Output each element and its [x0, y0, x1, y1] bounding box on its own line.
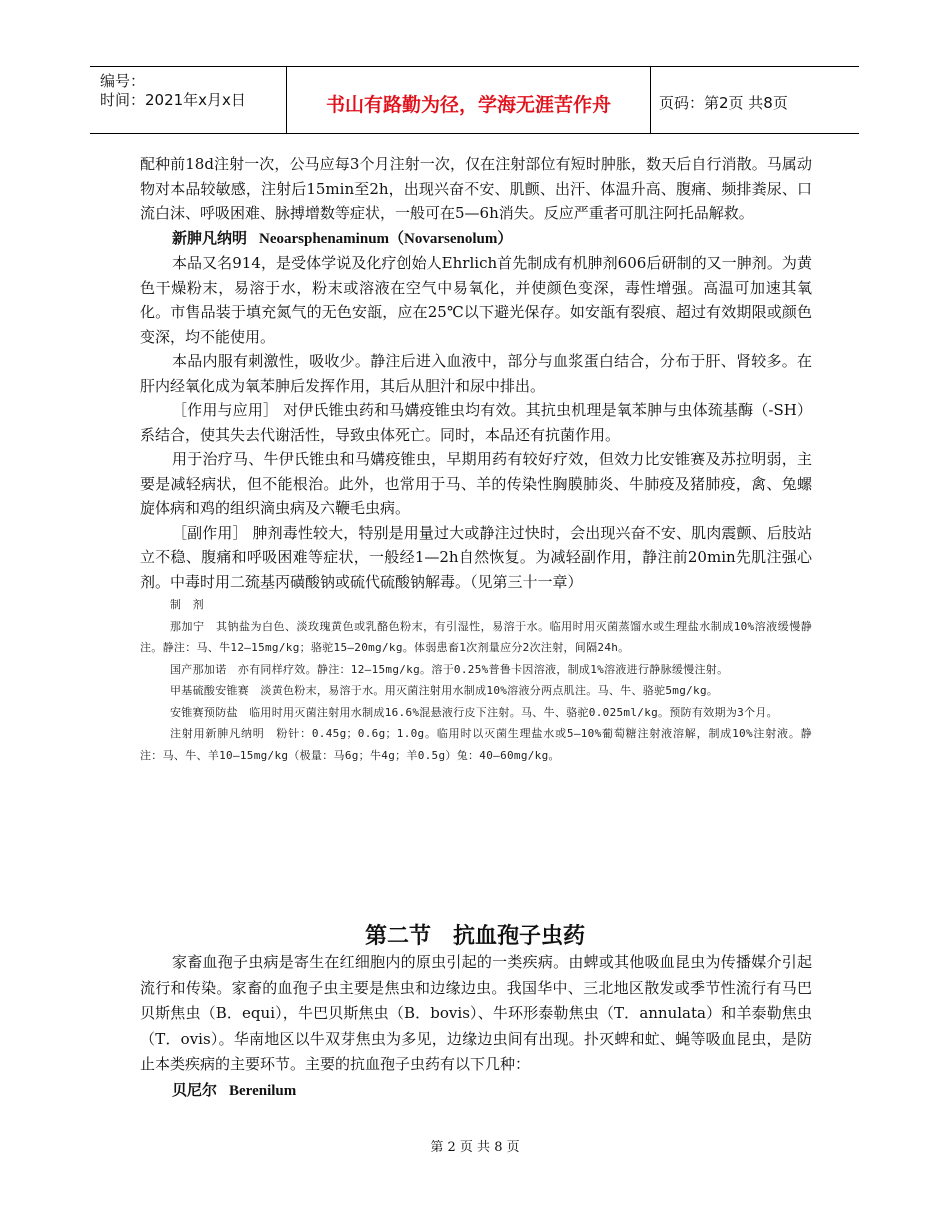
preparation-item: 甲基硫酸安锥赛 淡黄色粉末，易溶于水。用灭菌注射用水制成10%溶液分两点肌注。马、牛、骆驼5mg/kg。 [170, 684, 719, 697]
paragraph: ［作用与应用］ 对伊氏锥虫药和马媾疫锥虫均有效。其抗虫机理是氧苯胂与虫体巯基酶（-SH）系结合，使其失去代谢活性，导致虫体死亡。同时，本品还有抗菌作用。 [140, 401, 812, 444]
preparation-title: 制 剂 [170, 598, 204, 611]
preparation-item: 安锥赛预防盐 临用时用灭菌注射用水制成16.6%混悬液行皮下注射。马、牛、骆驼0.025ml/kg。预防有效期为3个月。 [170, 705, 778, 719]
number-label: 编号： [100, 72, 146, 90]
paragraph: 本品又名914，是受体学说及化疗创始人Ehrlich首先制成有机胂剂606后研制的又一胂剂。为黄色干燥粉末，易溶于水，粉末或溶液在空气中易氧化，并使颜色变深，毒性增强。高温可加速其氧化。市售品装于填充氮气的无色安瓿，应在25℃以下避光保存。如安瓿有裂痕、超过有效期限或颜色变深，均不能使用。 [140, 254, 812, 346]
preparation-item: 国产那加诺 亦有同样疗效。静注：12—15mg/kg。溶于0.25%普鲁卡因溶液，制成1%溶液进行静脉缓慢注射。 [170, 662, 729, 676]
section-title: 第二节 抗血孢子虫药 [364, 924, 585, 949]
main-content [140, 152, 812, 766]
paragraph: 本品内服有刺激性，吸收少。静注后进入血液中，部分与血浆蛋白结合，分布于肝、肾较多。在肝内经氧化成为氧苯胂后发挥作用，其后从胆汁和尿中排出。 [140, 352, 812, 395]
header-table [90, 66, 859, 134]
preparation-item: 那加宁 其钠盐为白色、淡玫瑰黄色或乳酪色粉末，有引湿性，易溶于水。临用时用灭菌蒸馏水或生理盐水制成10%溶液缓慢静注。静注：马、牛12—15mg/kg；骆驼15—20mg/kg。体弱患畜1次剂量应分2次注射，间隔24h。 [140, 619, 812, 654]
drug-name-cn: 贝尼尔 [172, 1080, 218, 1099]
drug-name-en: Neoarsphenaminum（Novarsenolum） [259, 230, 513, 247]
page-label: 页码：第2页 共8页 [659, 94, 788, 112]
header-page-cell [651, 67, 859, 133]
paragraph: 家畜血孢子虫病是寄生在红细胞内的原虫引起的一类疾病。由蜱或其他吸血昆虫为传播媒介引起流行和传染。家畜的血孢子虫主要是焦虫和边缘边虫。我国华中、三北地区散发或季节性流行有马巴贝斯焦虫（B．equi），牛巴贝斯焦虫（B．bovis）、牛环形泰勒焦虫（T．annulata）和羊泰勒焦虫（T．ovis）。华南地区以牛双芽焦虫为多见，边缘边虫间有出现。扑灭蜱和虻、蝇等吸血昆虫，是防止本类疾病的主要环节。主要的抗血孢子虫药有以下几种： [140, 953, 812, 1073]
paragraph: 用于治疗马、牛伊氏锥虫和马媾疫锥虫，早期用药有较好疗效，但效力比安锥赛及苏拉明弱，主要是减轻病状，但不能根治。此外，也常用于马、羊的传染性胸膜肺炎、牛肺疫及猪肺疫，禽、兔螺旋体病和鸡的组织滴虫病及六鞭毛虫病。 [140, 450, 812, 517]
drug-heading [140, 226, 812, 252]
preparation-item: 注射用新胂凡纳明 粉针：0.45g；0.6g；1.0g。临用时以灭菌生理盐水或5—10%葡萄糖注射液溶解，制成10%注射液。静注：马、牛、羊10—15mg/kg（极量：马6g；牛4g；羊0.5g）兔：40—60mg/kg。 [140, 727, 812, 762]
drug-name-cn: 新胂凡纳明 [172, 228, 248, 247]
page-footer: 第 2 页 共 8 页 [430, 1140, 520, 1155]
time-label: 时间：2021年x月x日 [100, 91, 246, 109]
header-info-cell [90, 67, 287, 133]
header-motto-cell [287, 67, 651, 133]
drug-name-en: Berenilum [229, 1082, 297, 1099]
paragraph: 配种前18d注射一次，公马应每3个月注射一次，仅在注射部位有短时肿胀，数天后自行消散。马属动物对本品较敏感，注射后15min至2h，出现兴奋不安、肌颤、出汗、体温升高、腹痛、频排粪尿、口流白沫、呼吸困难、脉搏增数等症状，一般可在5—6h消失。反应严重者可肌注阿托品解救。 [140, 155, 812, 222]
paragraph: ［副作用］ 胂剂毒性较大，特别是用量过大或静注过快时，会出现兴奋不安、肌肉震颤、后肢站立不稳、腹痛和呼吸困难等症状，一般经1—2h自然恢复。为减轻副作用，静注前20min先肌注强心剂。中毒时用二巯基丙磺酸钠或硫代硫酸钠解毒。（见第三十一章） [140, 523, 812, 591]
drug-heading [140, 1078, 812, 1104]
motto-text: 书山有路勤为径，学海无涯苦作舟 [325, 94, 611, 116]
section-content [140, 950, 812, 1103]
